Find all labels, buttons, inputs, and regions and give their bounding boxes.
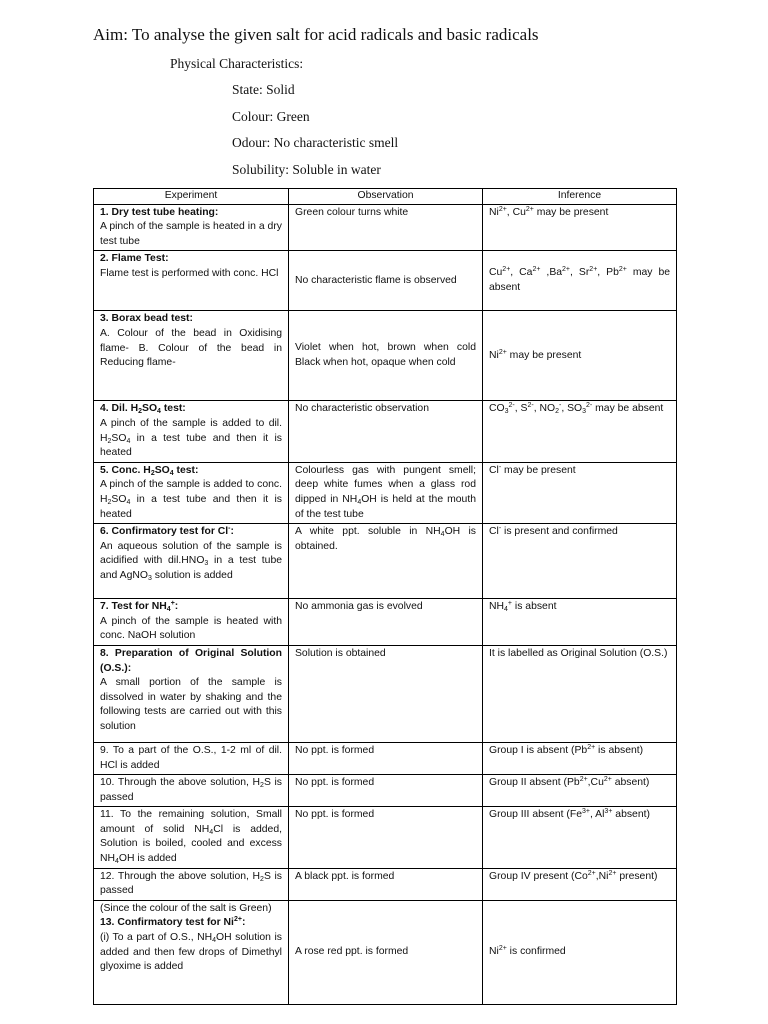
experiment-description: A pinch of the sample is heated with conc. NaOH solution [100, 615, 282, 642]
table-row [94, 462, 677, 523]
observation-cell: Solution is obtained [289, 645, 483, 742]
experiment-cell [94, 204, 289, 251]
observation-cell: A white ppt. soluble in $NH_4OH$ is obtained. [289, 524, 483, 599]
inference-cell: Group IV present ($Co^{2+},Ni^{2+}$ present) [483, 868, 677, 900]
inference-cell: $Ni^{2+}$ may be present [483, 311, 677, 401]
experiment-cell [94, 645, 289, 742]
inference-cell: Group II absent ($Pb^{2+},Cu^{2+}$ absent) [483, 775, 677, 807]
table-row [94, 868, 677, 900]
experiment-cell [94, 742, 289, 774]
table-row [94, 251, 677, 311]
table-row [94, 204, 677, 251]
inference-cell: Group I is absent ($Pb^{2+}$ is absent) [483, 742, 677, 774]
header-inference: Inference [483, 189, 677, 205]
experiment-description: Flame test is performed with conc. HCl [100, 267, 279, 279]
inference-cell: Cl- is present and confirmed [483, 524, 677, 599]
experiment-description: A pinch of the sample is added to dil. $H_2SO_4$ in a test tube and then it is heated [100, 417, 282, 459]
table-row [94, 900, 677, 1004]
experiment-description: A pinch of the sample is added to conc. $H_2SO_4$ in a test tube and then it is heated [100, 479, 282, 520]
header-experiment: Experiment [94, 189, 289, 205]
experiment-heading: 7. Test for $NH_4^+$: [100, 600, 179, 614]
experiment-cell [94, 900, 289, 1004]
experiment-heading: 2. Flame Test: [100, 253, 169, 265]
observation-cell: No ppt. is formed [289, 807, 483, 868]
table-row [94, 401, 677, 462]
observation-cell: No characteristic observation [289, 401, 483, 462]
inference-cell: $NH_4^+$ is absent [483, 599, 677, 646]
table-body [94, 204, 677, 1004]
observation-cell: Colourless gas with pungent smell; deep white fumes when a glass rod dipped in $NH_4OH$ is held at the mouth of the test tube [289, 462, 483, 523]
experiment-description: A pinch of the sample is heated in a dry test tube [100, 221, 282, 247]
experiment-heading: 3. Borax bead test: [100, 313, 193, 325]
experiment-description: (i) To a part of O.S., $NH_4OH$ solution is added and then few drops of Dimethyl glyoxime is added [100, 932, 282, 973]
experiment-cell [94, 775, 289, 807]
physical-odour: Odour: No characteristic smell [232, 135, 399, 150]
table-row [94, 599, 677, 646]
observation-cell: No ppt. is formed [289, 775, 483, 807]
experiment-heading: 6. Confirmatory test for Cl-: [100, 525, 234, 538]
observation-cell: No ammonia gas is evolved [289, 599, 483, 646]
experiment-heading: 5. Conc. $H_2SO_4$ test: [100, 464, 199, 477]
experiment-description: A. Colour of the bead in Oxidising flame- B. Colour of the bead in Reducing flame- [100, 327, 282, 369]
experiment-description: 9. To a part of the O.S., 1-2 ml of dil. HCl is added [100, 744, 282, 771]
experiment-description: 12. Through the above solution, $H_2S$ is passed [100, 870, 282, 897]
experiment-note: (Since the colour of the salt is Green) [100, 902, 272, 914]
analysis-table [93, 188, 677, 1005]
observation-cell: A rose red ppt. is formed [289, 900, 483, 1004]
inference-cell: $CO_3^{2-}$, $S^{2-}$, $NO_2^-$, $SO_3^{2-}$ may be absent [483, 401, 677, 462]
experiment-cell [94, 462, 289, 523]
table-row [94, 645, 677, 742]
page-title: Aim: To analyse the given salt for acid radicals and basic radicals [93, 25, 539, 44]
experiment-heading: 4. Dil. $H_2SO_4$ test: [100, 403, 186, 416]
experiment-cell [94, 311, 289, 401]
header-observation: Observation [289, 189, 483, 205]
experiment-cell [94, 599, 289, 646]
table-row [94, 311, 677, 401]
experiment-cell [94, 524, 289, 599]
observation-cell: No characteristic flame is observed [289, 251, 483, 311]
experiment-cell [94, 251, 289, 311]
inference-cell: Group III absent ($Fe^{3+}$, $Al^{3+}$ absent) [483, 807, 677, 868]
inference-cell: $Cu^{2+}$, $Ca^{2+}$ $,Ba^{2+}$, $Sr^{2+}$, $Pb^{2+}$ may be absent [483, 251, 677, 311]
experiment-cell [94, 868, 289, 900]
experiment-heading: 1. Dry test tube heating: [100, 206, 219, 218]
table-row [94, 775, 677, 807]
observation-cell: No ppt. is formed [289, 742, 483, 774]
observation-cell: A black ppt. is formed [289, 868, 483, 900]
experiment-heading: 13. Confirmatory test for $Ni^{2+}$: [100, 916, 246, 929]
experiment-description: A small portion of the sample is dissolved in water by shaking and the following tests are carried out with this solution [100, 677, 282, 732]
experiment-description: An aqueous solution of the sample is acidified with $dil.HNO_3$ in a test tube and AgNO$_3$ solution is added [100, 540, 282, 582]
observation-cell: Green colour turns white [289, 204, 483, 251]
experiment-cell [94, 807, 289, 868]
inference-cell: Cl- may be present [483, 462, 677, 523]
table-header-row [94, 189, 677, 205]
experiment-cell [94, 401, 289, 462]
experiment-description: 10. Through the above solution, $H_2S$ is passed [100, 777, 282, 803]
physical-solubility: Solubility: Soluble in water [232, 162, 381, 177]
table-row [94, 742, 677, 774]
experiment-heading: 8. Preparation of Original Solution (O.S.): [100, 647, 282, 674]
physical-colour: Colour: Green [232, 109, 310, 124]
physical-state: State: Solid [232, 82, 295, 97]
observation-cell: Violet when hot, brown when cold Black when hot, opaque when cold [289, 311, 483, 401]
inference-cell: It is labelled as Original Solution (O.S.) [483, 645, 677, 742]
experiment-description: 11. To the remaining solution, Small amount of solid $NH_4Cl$ is added, Solution is boiled, cooled and excess $NH_4OH$ is added [100, 809, 282, 866]
inference-cell: $Ni^{2+}$ is confirmed [483, 900, 677, 1004]
table-row [94, 807, 677, 868]
physical-heading: Physical Characteristics: [170, 56, 304, 71]
inference-cell: $Ni^{2+}$, $Cu^{2+}$ may be present [483, 204, 677, 251]
table-row [94, 524, 677, 599]
